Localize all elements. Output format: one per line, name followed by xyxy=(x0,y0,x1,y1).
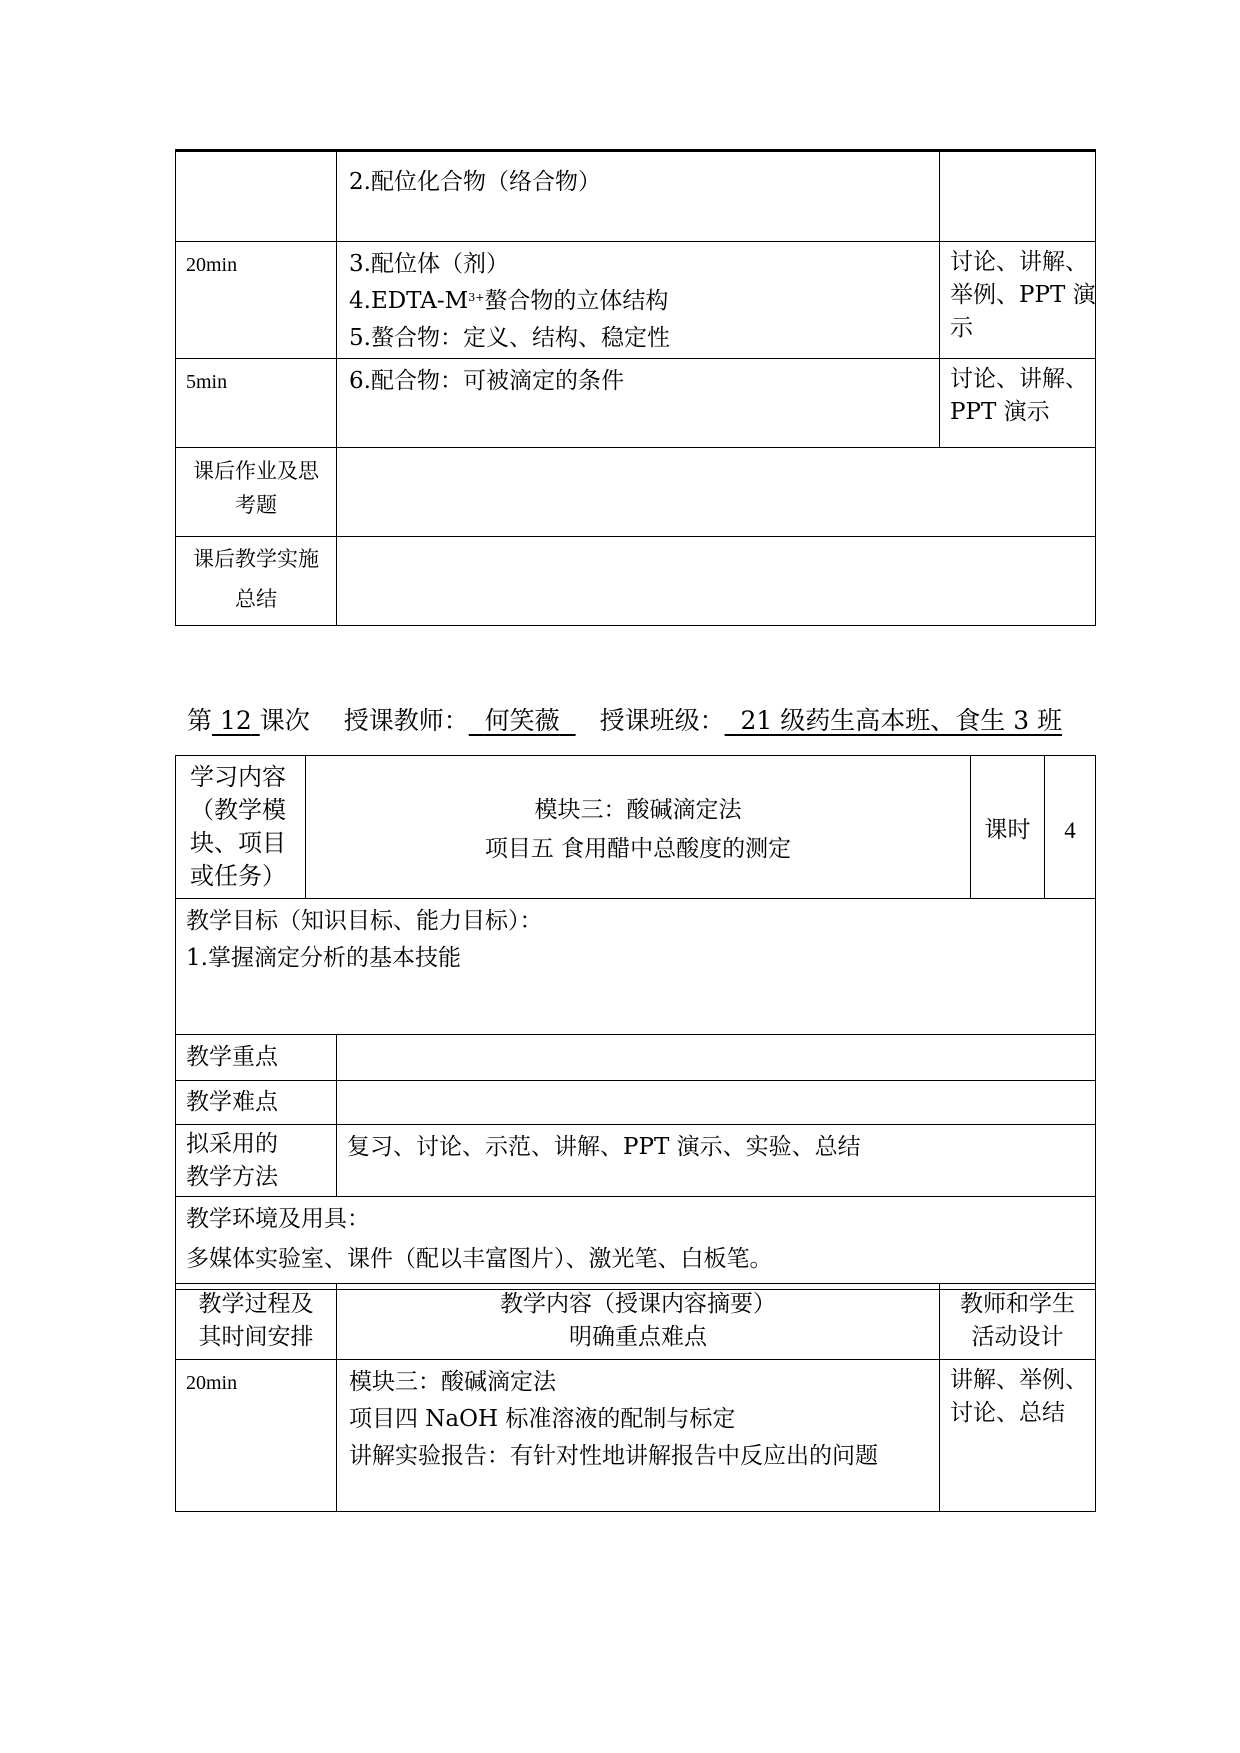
content-line: 项目四 NaOH 标准溶液的配制与标定 xyxy=(349,1406,736,1432)
summary-row xyxy=(176,537,1096,626)
content-cell xyxy=(337,1360,940,1512)
method-label: 拟采用的 教学方法 xyxy=(176,1125,337,1197)
content-cell xyxy=(337,242,940,359)
lesson-number: 12 xyxy=(219,706,252,735)
content-line: 3.配位体（剂） xyxy=(349,251,509,277)
content-line: $4.EDTA-M^{3+}$螯合物的立体结构 xyxy=(349,288,669,314)
summary-cell xyxy=(337,537,1096,626)
teacher-name: 何笑薇 xyxy=(484,706,560,735)
content-line: 模块三：酸碱滴定法 xyxy=(349,1369,556,1395)
table-row xyxy=(176,1360,1096,1512)
difficult-points-row xyxy=(176,1081,1096,1125)
summary-label: 课后教学实施 总结 xyxy=(176,537,337,626)
col-process-header: 教学过程及 其时间安排 xyxy=(176,1284,337,1360)
time-cell: 20min xyxy=(176,242,337,359)
content-label: 学习内容 （教学模 块、项目 或任务） xyxy=(176,756,306,899)
teaching-process-table xyxy=(175,1283,1096,1512)
module-cell: 模块三：酸碱滴定法 项目五 食用醋中总酸度的测定 xyxy=(306,756,971,899)
content-row xyxy=(176,756,1096,899)
environment-title: 教学环境及用具： xyxy=(186,1206,370,1232)
col-content-header: 教学内容（授课内容摘要） 明确重点难点 xyxy=(337,1284,940,1360)
lesson-plan-table xyxy=(175,755,1096,1290)
content-line: 2.配位化合物（络合物） xyxy=(349,169,601,195)
environment-cell xyxy=(176,1197,1096,1290)
objectives-cell xyxy=(176,899,1096,1035)
table-row xyxy=(176,151,1096,242)
homework-row xyxy=(176,448,1096,537)
difficult-points-label: 教学难点 xyxy=(176,1081,337,1125)
class-name: 21 级药生高本班、食生 3 班 xyxy=(740,706,1063,735)
activity-cell: 讲解、举例、 讨论、总结 xyxy=(940,1360,1096,1512)
environment-row xyxy=(176,1197,1096,1290)
key-points-cell xyxy=(337,1035,1096,1081)
content-line: 6.配合物：可被滴定的条件 xyxy=(349,368,624,394)
methods-cell: 复习、讨论、示范、讲解、PPT 演示、实验、总结 xyxy=(337,1125,1096,1197)
process-header-row xyxy=(176,1284,1096,1360)
content-cell xyxy=(337,359,940,448)
activity-cell: 讨论、讲解、 举例、PPT 演 示 xyxy=(940,242,1096,359)
objectives-title: 教学目标（知识目标、能力目标）： xyxy=(186,908,543,934)
homework-cell xyxy=(337,448,1096,537)
hours-label: 课时 xyxy=(971,756,1045,899)
content-cell xyxy=(337,151,940,242)
content-line: 5.螯合物：定义、结构、稳定性 xyxy=(349,325,670,351)
method-row xyxy=(176,1125,1096,1197)
environment-text: 多媒体实验室、课件（配以丰富图片）、激光笔、白板笔。 xyxy=(186,1246,773,1272)
activity-cell: 讨论、讲解、 PPT 演示 xyxy=(940,359,1096,448)
key-points-label: 教学重点 xyxy=(176,1035,337,1081)
time-cell: 5min xyxy=(176,359,337,448)
lesson-table-continued xyxy=(175,149,1096,626)
time-cell: 20min xyxy=(176,1360,337,1512)
objectives-row xyxy=(176,899,1096,1035)
content-line: 讲解实验报告：有针对性地讲解报告中反应出的问题 xyxy=(349,1443,878,1469)
lesson-header: 第 12 课次 授课教师： 何笑薇 授课班级： 21 级药生高本班、食生 3 班 xyxy=(187,706,1063,735)
hours-value: 4 xyxy=(1045,756,1096,899)
col-activity-header: 教师和学生 活动设计 xyxy=(940,1284,1096,1360)
key-points-row xyxy=(176,1035,1096,1081)
difficult-points-cell xyxy=(337,1081,1096,1125)
table-row xyxy=(176,242,1096,359)
activity-cell xyxy=(940,151,1096,242)
time-cell xyxy=(176,151,337,242)
table-row xyxy=(176,359,1096,448)
homework-label: 课后作业及思 考题 xyxy=(176,448,337,537)
objective-item: 1.掌握滴定分析的基本技能 xyxy=(186,945,461,971)
